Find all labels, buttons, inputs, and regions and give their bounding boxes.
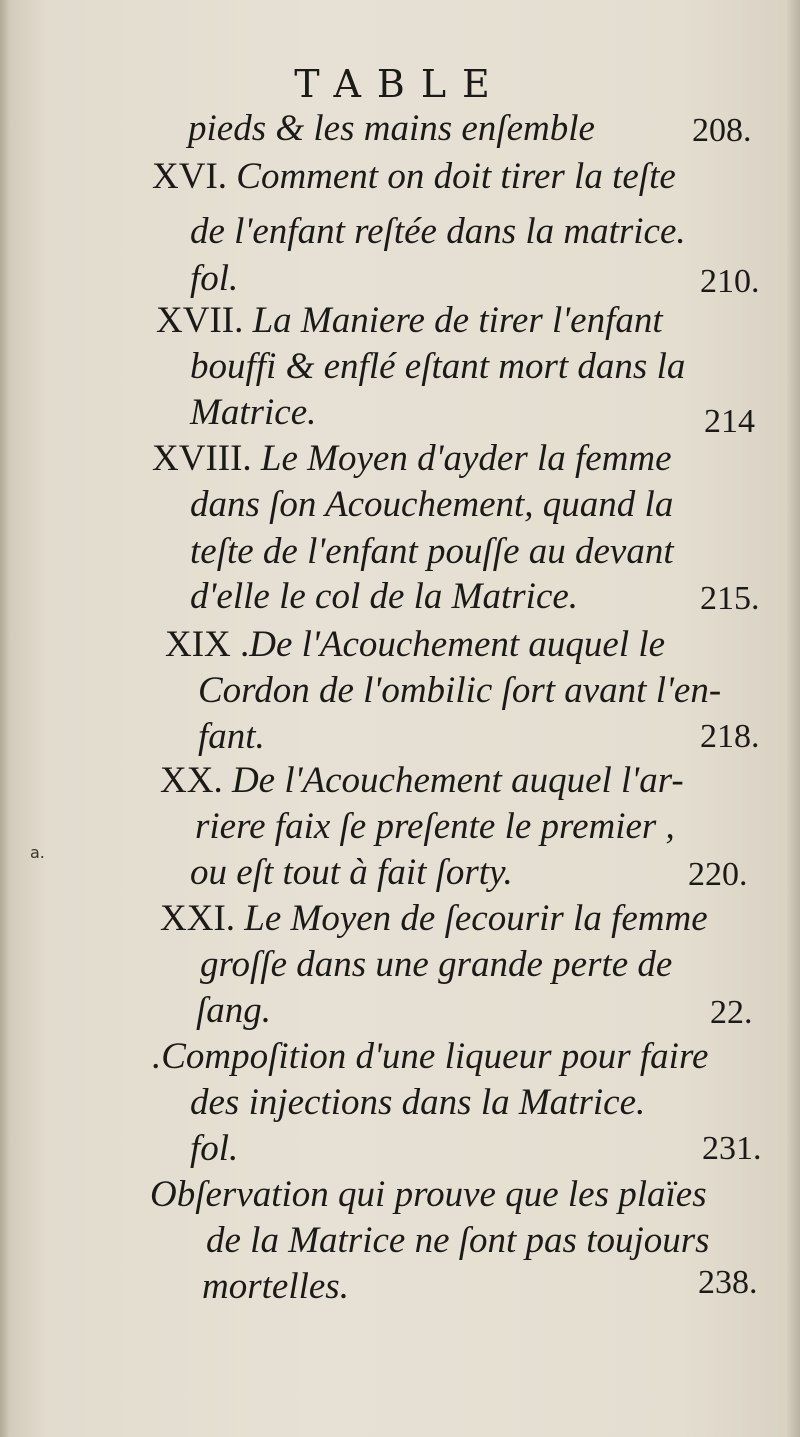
- entry-line: .Compoſition d'une liqueur pour faire: [152, 1036, 709, 1077]
- entry-page-number: 238.: [698, 1264, 758, 1301]
- entry-numeral: XXI.: [160, 898, 236, 939]
- entry-text: De l'Acouchement auquel le: [249, 624, 666, 665]
- entry-page-number: 220.: [688, 856, 748, 893]
- entry-line: Cordon de l'ombilic ſort avant l'en-: [198, 670, 722, 711]
- entry-numeral: XIX .: [165, 624, 250, 665]
- entry-line: teſte de l'enfant pouſſe au devant: [190, 531, 674, 572]
- entry-text: Le Moyen d'ayder la femme: [260, 438, 672, 479]
- entry-line: fant.: [198, 716, 265, 757]
- entry-line: groſſe dans une grande perte de: [200, 944, 673, 985]
- entry-text: La Maniere de tirer l'enfant: [252, 300, 663, 341]
- entry-line: [165, 626, 665, 663]
- page-header: TABLE: [294, 62, 506, 106]
- entry-line: mortelles.: [202, 1266, 349, 1307]
- entry-line: ou eſt tout à fait ſorty.: [190, 852, 513, 893]
- entry-line: de la Matrice ne ſont pas toujours: [206, 1220, 710, 1261]
- entry-line: Matrice.: [190, 392, 317, 433]
- entry-numeral: XX.: [160, 760, 223, 801]
- entry-page-number: 231.: [702, 1130, 762, 1167]
- entry-numeral: XVI.: [152, 156, 228, 197]
- margin-mark: a.: [30, 843, 45, 862]
- entry-line: [160, 900, 708, 937]
- entry-line: de l'enfant reſtée dans la matrice.: [190, 211, 686, 252]
- entry-line: bouffi & enflé eſtant mort dans la: [190, 346, 686, 387]
- entry-line: Obſervation qui prouve que les plaïes: [150, 1174, 707, 1215]
- entry-text: Comment on doit tirer la teſte: [236, 156, 676, 197]
- entry-line: dans ſon Acouchement, quand la: [190, 484, 674, 525]
- entry-numeral: XVIII.: [152, 438, 252, 479]
- entry-page-number: 218.: [700, 718, 760, 755]
- entry-line: riere faix ſe preſente le premier ,: [195, 806, 675, 847]
- entry-line: fol.: [190, 1128, 239, 1169]
- entry-numeral: XVII.: [156, 300, 244, 341]
- entry-text: Le Moyen de ſecourir la femme: [244, 898, 708, 939]
- entry-line: [152, 158, 676, 195]
- entry-line: ſang.: [196, 990, 272, 1031]
- entry-line: d'elle le col de la Matrice.: [190, 576, 579, 617]
- entry-page-number: 22.: [710, 994, 753, 1031]
- entry-line: des injections dans la Matrice.: [190, 1082, 646, 1123]
- page-right-shadow: [786, 0, 800, 1437]
- entry-line: [152, 440, 672, 477]
- entry-line: [160, 762, 684, 799]
- entry-line: pieds & les mains enſemble: [188, 108, 595, 149]
- entry-page-number: 214: [704, 403, 755, 440]
- page-left-shadow: [0, 0, 10, 1437]
- entry-page-number: 208.: [692, 112, 752, 149]
- entry-line: [156, 302, 663, 339]
- entry-line: fol.: [190, 258, 239, 299]
- entry-page-number: 215.: [700, 580, 760, 617]
- entry-page-number: 210.: [700, 263, 760, 300]
- entry-text: De l'Acouchement auquel l'ar-: [231, 760, 684, 801]
